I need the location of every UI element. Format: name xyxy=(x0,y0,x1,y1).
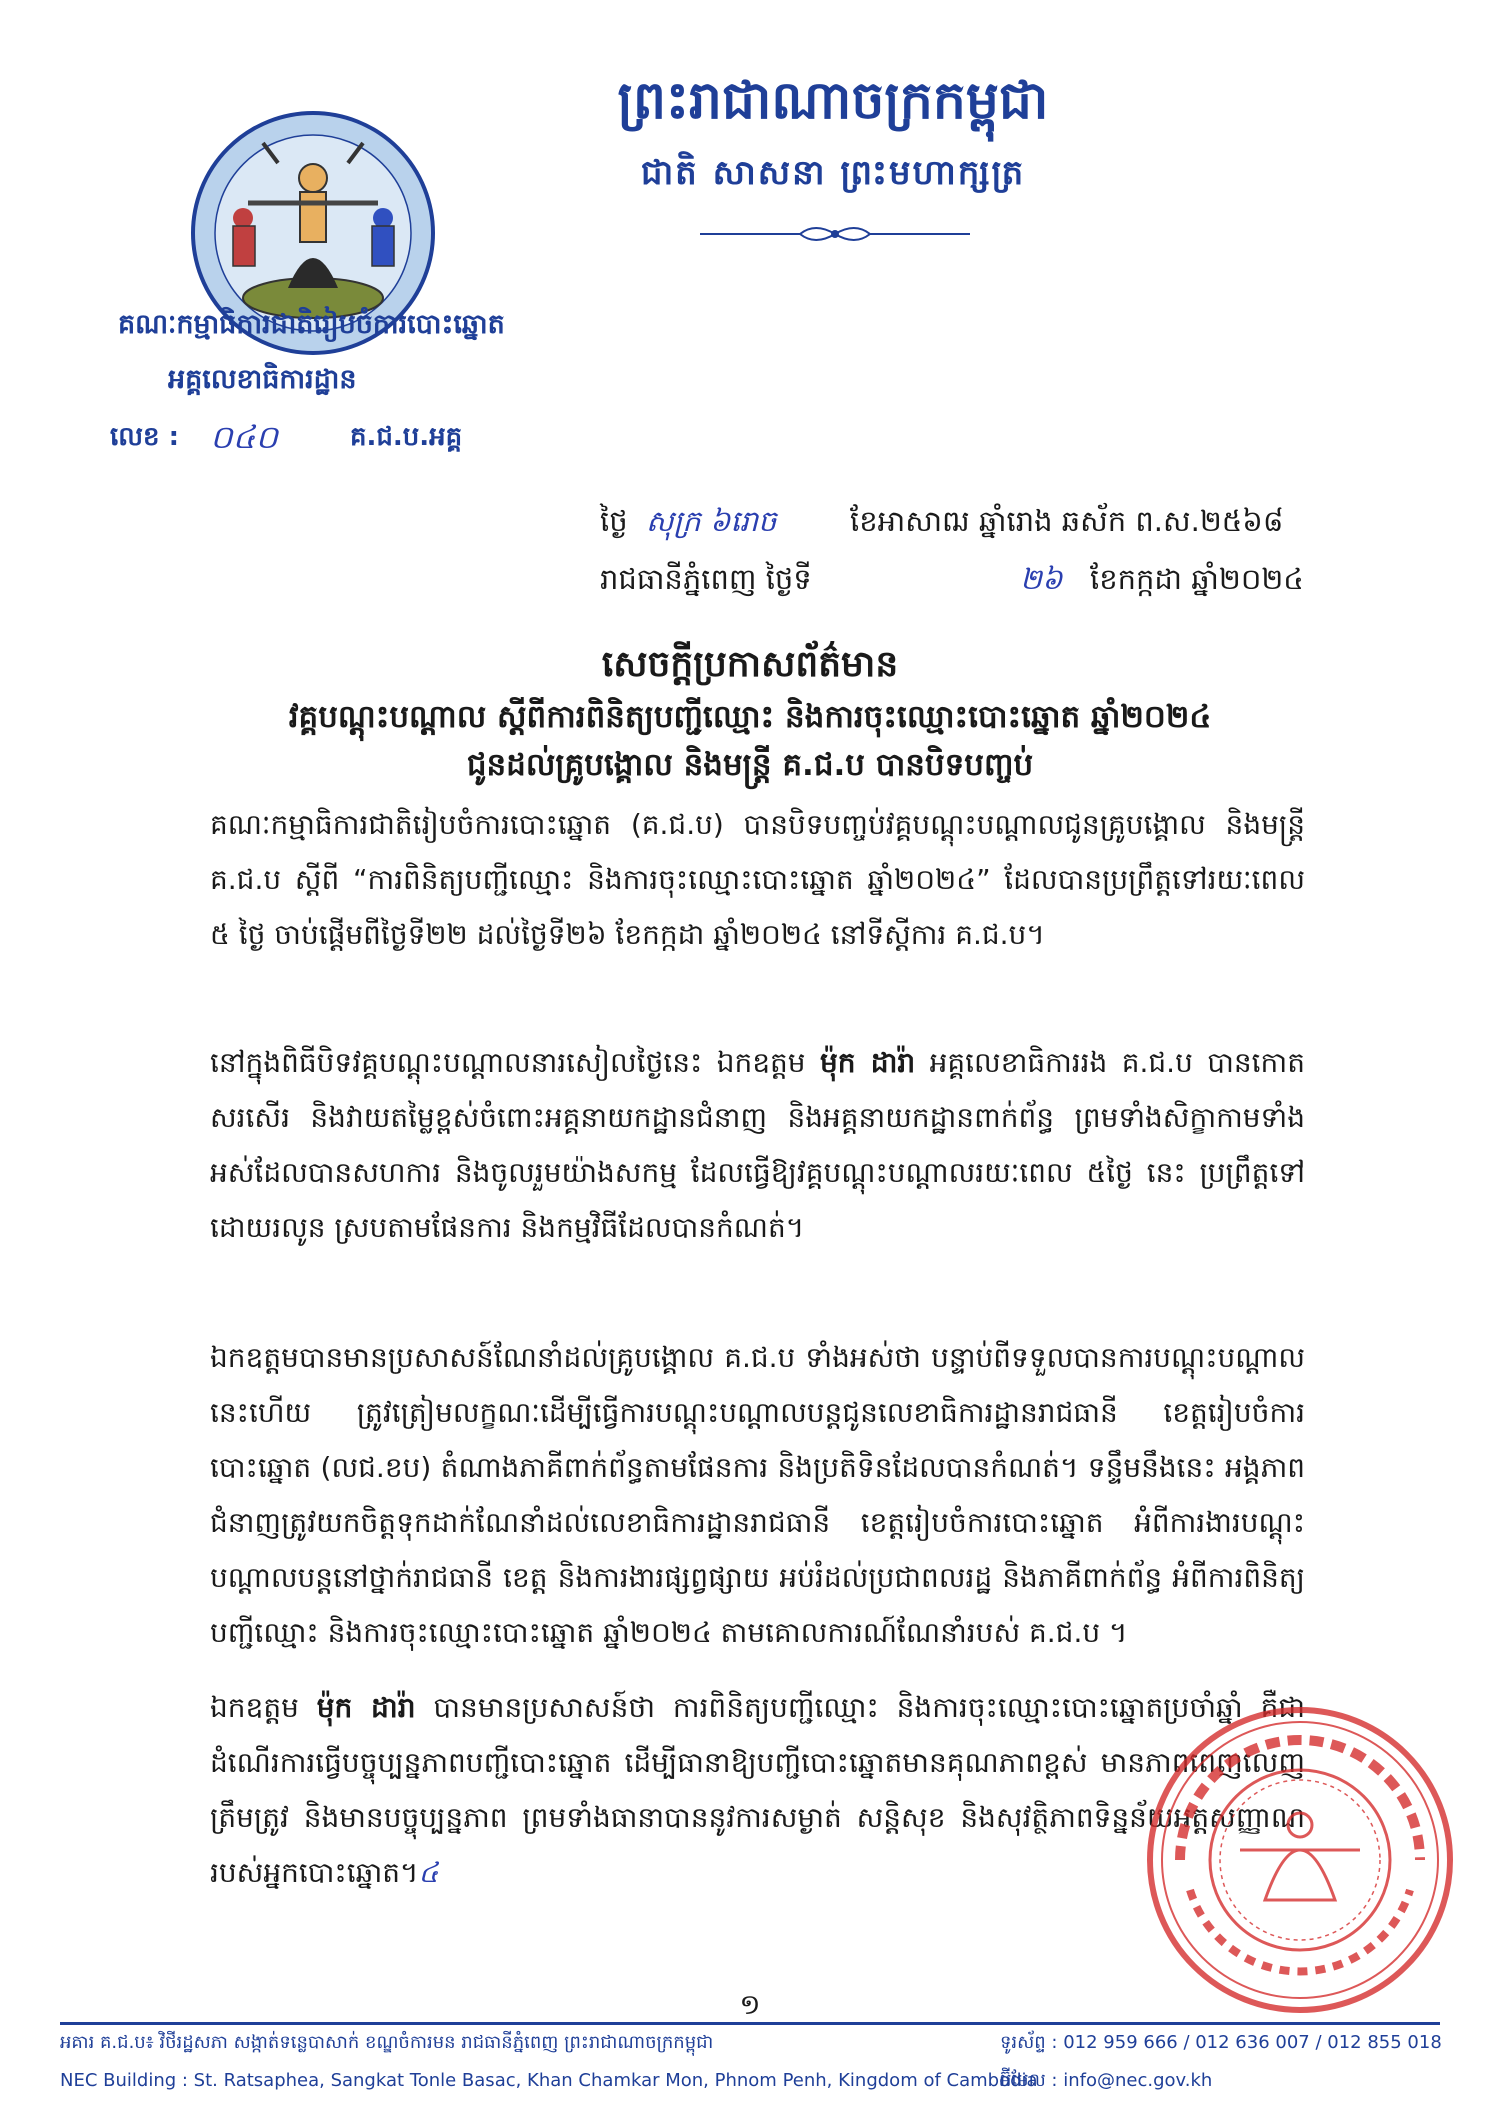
body-paragraph-2 xyxy=(210,1035,1305,1255)
lunar-date xyxy=(600,498,1370,544)
footer-address-en: NEC Building : St. Ratsaphea, Sangkat Tonle Basac, Khan Chamkar Mon, Phnom Penh, Kingdom of Cambodia xyxy=(60,2070,1038,2091)
secretariat-name: អគ្គលេខាធិការដ្ឋាន xyxy=(168,364,357,395)
decorative-divider-icon xyxy=(700,222,970,246)
footer-email: អ៊ីមែល : info@nec.gov.kh xyxy=(1000,2070,1213,2091)
footer-address-kh: អគារ គ.ជ.ប៖ វិថីរដ្ឋសភា សង្កាត់ទន្លេបាសាក់ ខណ្ឌចំការមន រាជធានីភ្នំពេញ ព្រះរាជាណាចក្រកម្ពុជា xyxy=(60,2032,714,2053)
paragraph-4-text: បានមានប្រសាសន៍ថា ការពិនិត្យបញ្ជីឈ្មោះ និងការចុះឈ្មោះបោះឆ្នោតប្រចាំឆ្នាំ គឺជាដំណើរការធ្វើបច្ចុប្បន្នភាពបញ្ជីបោះឆ្នោត ដើម្បីធានាឱ្យបញ្ជីបោះឆ្នោតមានគុណភាពខ្ពស់ មានភាពពេញលេញ ត្រឹមត្រូវ និងមានបច្ចុប្បន្នភាព ព្រមទាំងធានាបាននូវការសម្ងាត់ សន្តិសុខ និងសុវត្ថិភាពទិន្នន័យអត្តសញ្ញាណរបស់អ្នកបោះឆ្នោត។ xyxy=(210,1691,1306,1889)
footer-phone: ទូរស័ព្ទ : 012 959 666 / 012 636 007 / 012 855 018 xyxy=(1000,2032,1442,2053)
page-number: ១ xyxy=(739,1988,761,2021)
solar-date-rest: ខែកក្កដា ឆ្នាំ២០២៤ xyxy=(1090,562,1304,596)
solar-date xyxy=(600,556,1370,602)
lunar-date-prefix: ថ្ងៃ xyxy=(600,504,628,538)
reference-row xyxy=(110,415,510,459)
paragraph-2-text: អគ្គលេខាធិការរង គ.ជ.ប បានកោតសរសើរ និងវាយតម្លៃខ្ពស់ចំពោះអគ្គនាយកដ្ឋានជំនាញ និងអគ្គនាយកដ្ឋានពាក់ព័ន្ធ ព្រមទាំងសិក្ខាកាមទាំងអស់ដែលបានសហការ និងចូលរួមយ៉ាងសកម្ម ដែលធ្វើឱ្យវគ្គបណ្តុះបណ្តាលរយៈពេល ៥ថ្ងៃ នេះ ប្រព្រឹត្តទៅដោយរលូន ស្របតាមផែនការ និងកម្មវិធីដែលបានកំណត់។ xyxy=(210,1046,1305,1244)
press-release-title: សេចក្តីប្រកាសព័ត៌មាន xyxy=(601,644,899,685)
kingdom-title: ព្រះរាជាណាចក្រកម្ពុជា xyxy=(617,71,1049,131)
solar-date-day: ២៦ xyxy=(1020,562,1063,596)
official-name: ម៉ុក ដារ៉ា xyxy=(316,1691,416,1724)
paragraph-4-intro: ឯកឧត្តម xyxy=(210,1691,299,1724)
lunar-date-rest: ខែអាសាឍ ឆ្នាំរោង ឆស័ក ព.ស.២៥៦៨ xyxy=(850,504,1284,538)
handwritten-mark: ៤ xyxy=(418,1856,439,1889)
reference-suffix: គ.ជ.ប.អគ្គ xyxy=(350,422,463,452)
reference-label: លេខ : xyxy=(110,422,179,452)
official-seal-icon xyxy=(1140,1700,1460,2020)
solar-date-prefix: រាជធានីភ្នំពេញ ថ្ងៃទី xyxy=(600,562,812,596)
national-motto: ជាតិ សាសនា ព្រះមហាក្សត្រ xyxy=(640,153,1026,193)
press-release-subtitle-1: វគ្គបណ្តុះបណ្តាល ស្តីពីការពិនិត្យបញ្ជីឈ្មោះ និងការចុះឈ្មោះបោះឆ្នោត ឆ្នាំ២០២៤ xyxy=(288,699,1212,735)
paragraph-2-intro: នៅក្នុងពិធីបិទវគ្គបណ្តុះបណ្តាលនារសៀលថ្ងៃនេះ ឯកឧត្តម xyxy=(210,1046,806,1079)
committee-name: គណៈកម្មាធិការជាតិរៀបចំការបោះឆ្នោត xyxy=(118,309,505,340)
body-paragraph-1: គណៈកម្មាធិការជាតិរៀបចំការបោះឆ្នោត (គ.ជ.ប) បានបិទបញ្ចប់វគ្គបណ្តុះបណ្តាលជូនគ្រូបង្គោល និងមន្ត្រី គ.ជ.ប ស្តីពី “ការពិនិត្យបញ្ជីឈ្មោះ និងការចុះឈ្មោះបោះឆ្នោត ឆ្នាំ២០២៤” ដែលបានប្រព្រឹត្តទៅរយៈពេល ៥ ថ្ងៃ ចាប់ផ្តើមពីថ្ងៃទី២២ ដល់ថ្ងៃទី២៦ ខែកក្កដា ឆ្នាំ២០២៤ នៅទីស្តីការ គ.ជ.ប។ xyxy=(210,808,1305,951)
press-release-subtitle-2: ជូនដល់គ្រូបង្គោល និងមន្ត្រី គ.ជ.ប បានបិទបញ្ចប់ xyxy=(466,747,1034,783)
lunar-date-handwritten: សុក្រ ៦រោច xyxy=(646,504,777,538)
footer-divider xyxy=(60,2022,1440,2025)
official-name: ម៉ុក ដារ៉ា xyxy=(819,1046,916,1079)
body-paragraph-3: ឯកឧត្តមបានមានប្រសាសន៍ណែនាំដល់គ្រូបង្គោល គ.ជ.ប ទាំងអស់ថា បន្ទាប់ពីទទួលបានការបណ្តុះបណ្តាលនេះហើយ ត្រូវត្រៀមលក្ខណៈដើម្បីធ្វើការបណ្តុះបណ្តាលបន្តជូនលេខាធិការដ្ឋានរាជធានី ខេត្តរៀបចំការបោះឆ្នោត (លជ.ខប) តំណាងភាគីពាក់ព័ន្ធតាមផែនការ និងប្រតិទិនដែលបានកំណត់។ ទន្ទឹមនឹងនេះ អង្គភាពជំនាញត្រូវយកចិត្តទុកដាក់ណែនាំដល់លេខាធិការដ្ឋានរាជធានី ខេត្តរៀបចំការបោះឆ្នោត អំពីការងារបណ្តុះបណ្តាលបន្តនៅថ្នាក់រាជធានី ខេត្ត និងការងារផ្សព្វផ្សាយ អប់រំដល់ប្រជាពលរដ្ឋ និងភាគីពាក់ព័ន្ធ អំពីការពិនិត្យបញ្ជីឈ្មោះ និងការចុះឈ្មោះបោះឆ្នោត ឆ្នាំ២០២៤ តាមគោលការណ៍ណែនាំរបស់ គ.ជ.ប ។ xyxy=(210,1341,1305,1649)
reference-number: ០៤០ xyxy=(210,418,278,456)
